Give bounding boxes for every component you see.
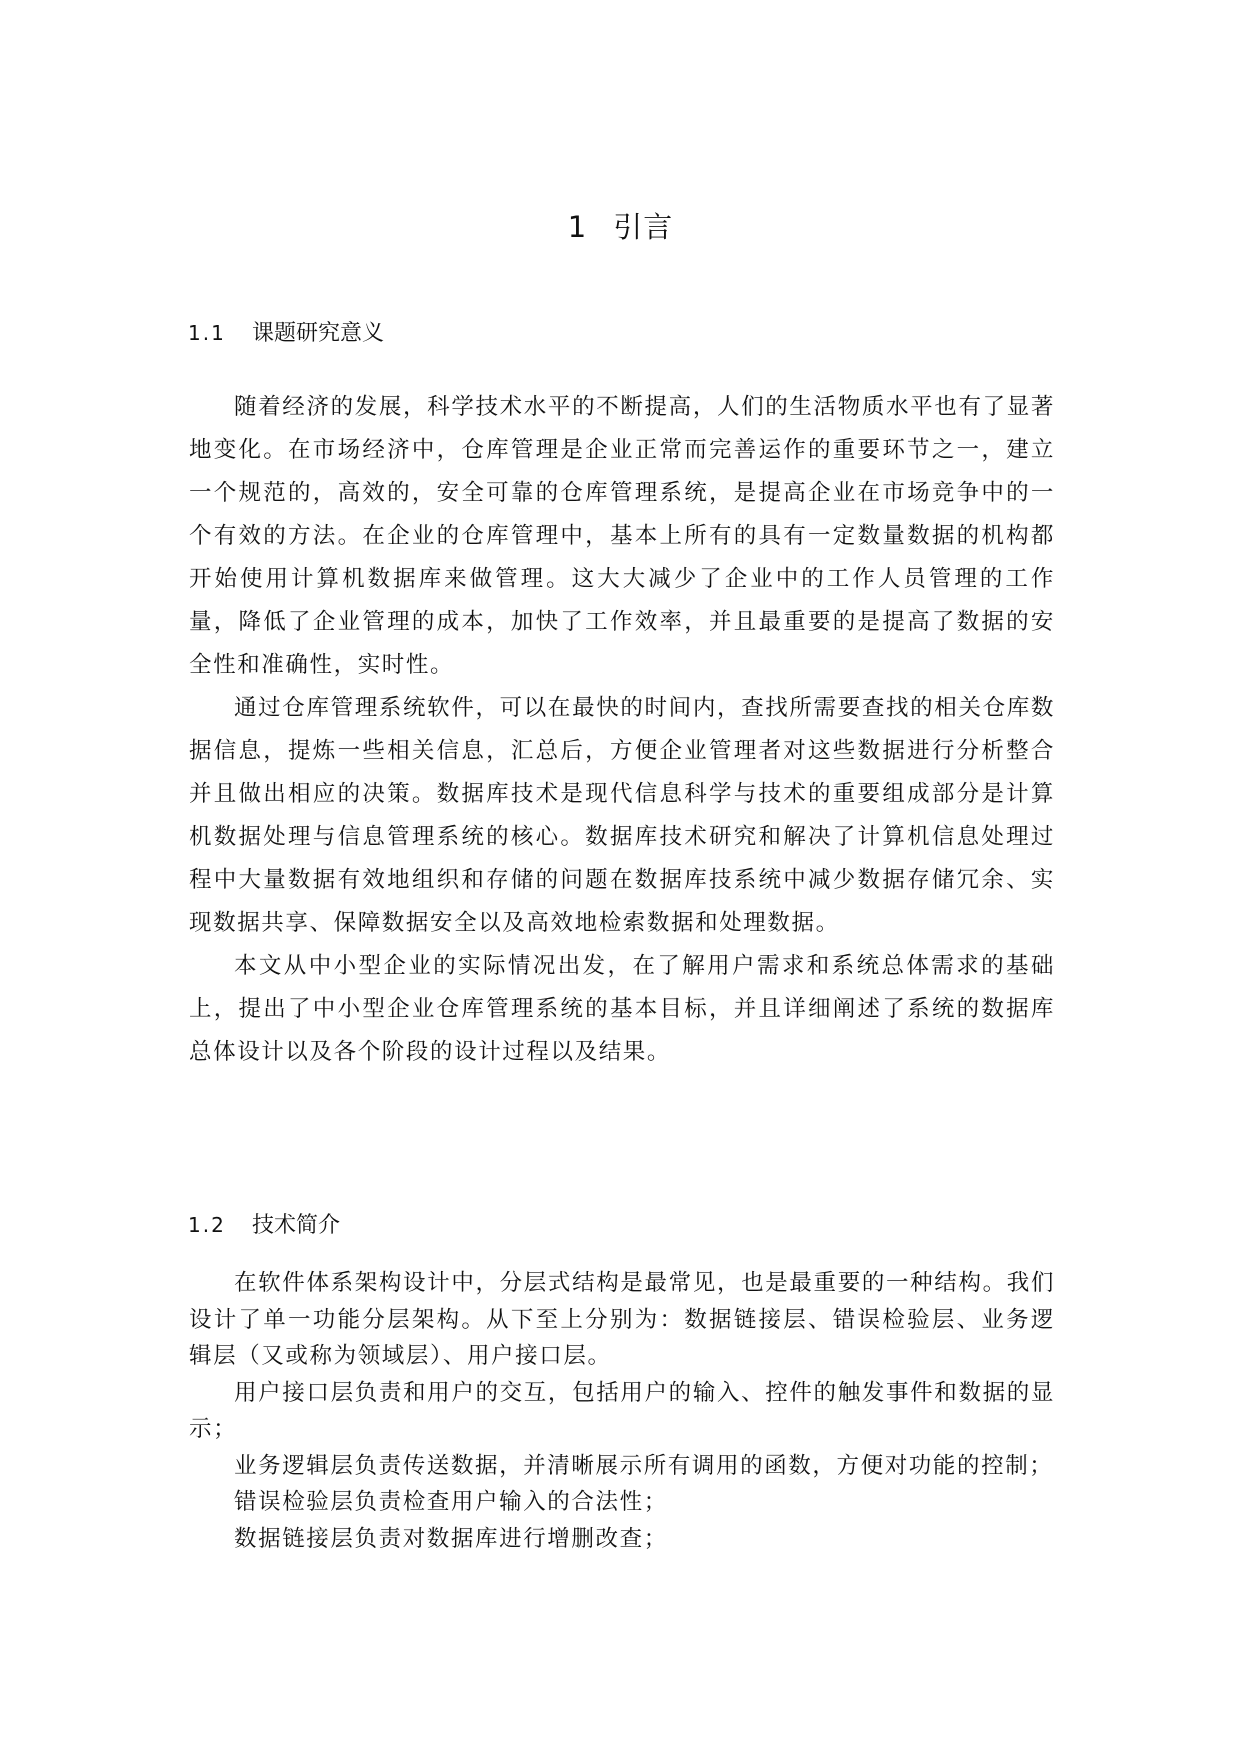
chapter-number: 1 (567, 210, 588, 244)
section-1-1-body (189, 386, 1055, 1074)
chapter-title-text: 引言 (613, 210, 674, 244)
paragraph: 用户接口层负责和用户的交互，包括用户的输入、控件的触发事件和数据的显示； (189, 1379, 1055, 1442)
paragraph: 本文从中小型企业的实际情况出发，在了解用户需求和系统总体需求的基础上，提出了中小型企业仓库管理系统的基本目标，并且详细阐述了系统的数据库总体设计以及各个阶段的设计过程以及结果。 (189, 953, 1055, 1065)
paragraph: 业务逻辑层负责传送数据，并清晰展示所有调用的函数，方便对功能的控制； (234, 1452, 1054, 1479)
section-title: 技术简介 (252, 1213, 341, 1238)
paragraph: 在软件体系架构设计中，分层式结构是最常见，也是最重要的一种结构。我们设计了单一功能分层架构。从下至上分别为：数据链接层、错误检验层、业务逻辑层（又或称为领域层）、用户接口层。 (189, 1270, 1055, 1369)
paragraph: 数据链接层负责对数据库进行增删改查； (234, 1525, 668, 1552)
chapter-title (0, 205, 1241, 246)
section-number: 1.2 (188, 1213, 226, 1237)
paragraph: 通过仓库管理系统软件，可以在最快的时间内，查找所需要查找的相关仓库数据信息，提炼一些相关信息，汇总后，方便企业管理者对这些数据进行分析整合并且做出相应的决策。数据库技术是现代信息科学与技术的重要组成部分是计算机数据处理与信息管理系统的核心。数据库技术研究和解决了计算机信息处理过程中大量数据有效地组织和存储的问题在数据库技系统中减少数据存储冗余、实现数据共享、保障数据安全以及高效地检索数据和处理数据。 (189, 695, 1055, 936)
section-1-2-body (189, 1265, 1055, 1557)
section-title: 课题研究意义 (252, 321, 385, 346)
section-heading-1-1 (188, 316, 384, 347)
paragraph: 错误检验层负责检查用户输入的合法性； (234, 1489, 668, 1515)
paragraph: 随着经济的发展，科学技术水平的不断提高，人们的生活物质水平也有了显著地变化。在市场经济中，仓库管理是企业正常而完善运作的重要环节之一，建立一个规范的，高效的，安全可靠的仓库管理系统，是提高企业在市场竞争中的一个有效的方法。在企业的仓库管理中，基本上所有的具有一定数量数据的机构都开始使用计算机数据库来做管理。这大大减少了企业中的工作人员管理的工作量，降低了企业管理的成本，加快了工作效率，并且最重要的是提高了数据的安全性和准确性，实时性。 (189, 394, 1055, 678)
section-number: 1.1 (188, 321, 226, 345)
section-heading-1-2 (188, 1208, 340, 1239)
